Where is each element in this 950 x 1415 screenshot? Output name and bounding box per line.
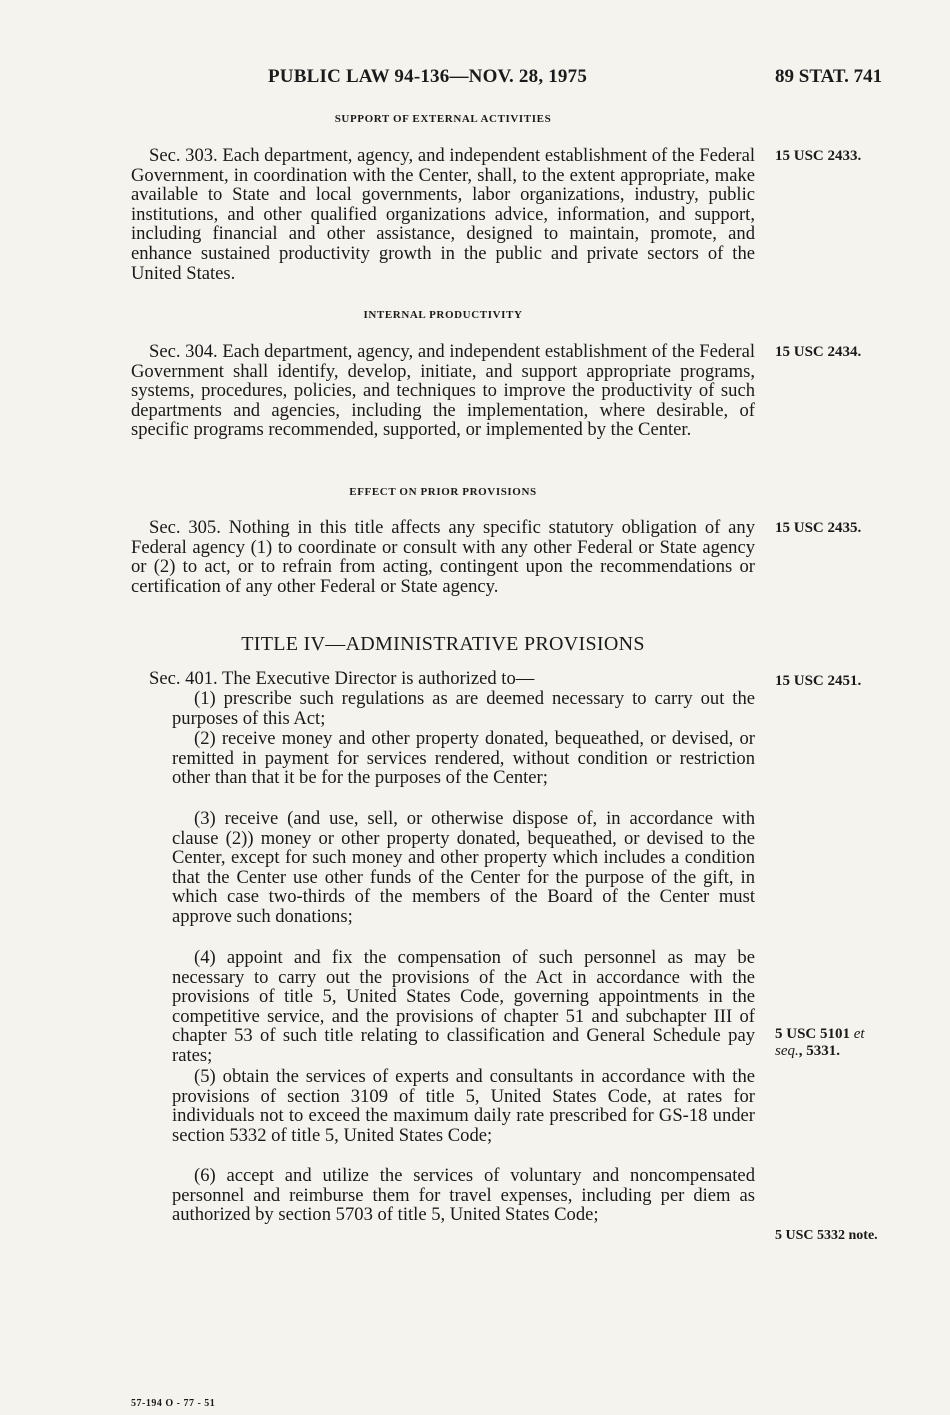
list-item-3: (3) receive (and use, sell, or otherwise dispose of, in accordance with clause (2)) money or other property donated, bequeathed, or devised to the Center, except for such money and other property which includes a condition that the Center use other funds of the Center for the purpose of the gift, in which case two-thirds of the members of the Board of the Center must approve such donations; [172,808,755,927]
margin-note-item-4-a: 5 USC 5101 [775,1026,851,1042]
heading-sec-303: SUPPORT OF EXTERNAL ACTIVITIES [334,113,552,125]
margin-note-304: 15 USC 2434. [775,344,862,360]
margin-note-303: 15 USC 2433. [775,148,862,164]
paragraph-sec-304: Sec. 304. Each department, agency, and independent establishment of the Federal Government shall identify, develop, initiate, and support appropriate programs, systems, procedures, policies, and techniques to improve the productivity of such departments and agencies, including the implementation, where desirable, of specific programs recommended, supported, or implemented by the Center. [131,341,755,441]
list-item-2: (2) receive money and other property donated, bequeathed, or devised, or remitted in payment for services rendered, without condition or restriction other than that it be for the purposes of the Center; [172,728,755,789]
list-item-6: (6) accept and utilize the services of voluntary and noncompensated personnel and reimburse them for travel expenses, including per diem as authorized by section 5703 of title 5, United States Code; [172,1165,755,1226]
paragraph-sec-305: Sec. 305. Nothing in this title affects any specific statutory obligation of any Federal agency (1) to coordinate or consult with any other Federal or State agency or (2) to act, or to refrain from acting, contingent upon the recommendations or certification of any other Federal or State agency. [131,517,755,597]
margin-note-401: 15 USC 2451. [775,673,862,689]
list-item-5: (5) obtain the services of experts and consultants in accordance with the provisions of section 3109 of title 5, United States Code, at rates for individuals not to exceed the maximum daily rate prescribed for GS-18 under section 5332 of title 5, United States Code; [172,1066,755,1146]
list-item-1: (1) prescribe such regulations as are deemed necessary to carry out the purposes of this Act; [172,688,755,729]
paragraph-sec-303: Sec. 303. Each department, agency, and independent establishment of the Federal Government, in coordination with the Center, shall, to the extent appropriate, make available to State and local governments, labor organizations, industry, public institutions, and other qualified organizations advice, information, and support, including financial and other assistance, designed to maintain, promote, and enhance sustained productivity growth in the public and private sectors of the United States. [131,145,755,284]
paragraph-sec-401: Sec. 401. The Executive Director is authorized to— [149,668,535,689]
list-item-4: (4) appoint and fix the compensation of such personnel as may be necessary to carry out the provisions of the Act in accordance with the provisions of title 5, United States Code, governing appointments in the competitive service, and the provisions of chapter 51 and subchapter III of chapter 53 of such title relating to classification and General Schedule pay rates; [172,947,755,1066]
title-iv-heading: TITLE IV—ADMINISTRATIVE PROVISIONS [241,633,645,655]
heading-sec-304: INTERNAL PRODUCTIVITY [363,309,523,321]
margin-note-item-4-c: seq. [775,1043,799,1059]
margin-note-item-6: 5 USC 5332 note. [775,1228,878,1243]
running-header-stat: 89 STAT. 741 [775,66,883,87]
margin-note-item-4 [775,1026,865,1060]
heading-sec-305: EFFECT ON PRIOR PROVISIONS [349,486,537,498]
margin-note-item-4-b: et [853,1026,865,1042]
margin-note-item-4-d: , 5331. [798,1043,840,1059]
margin-note-305: 15 USC 2435. [775,520,862,536]
running-header-title: PUBLIC LAW 94-136—NOV. 28, 1975 [268,66,588,87]
print-footer: 57-194 O - 77 - 51 [131,1398,216,1409]
